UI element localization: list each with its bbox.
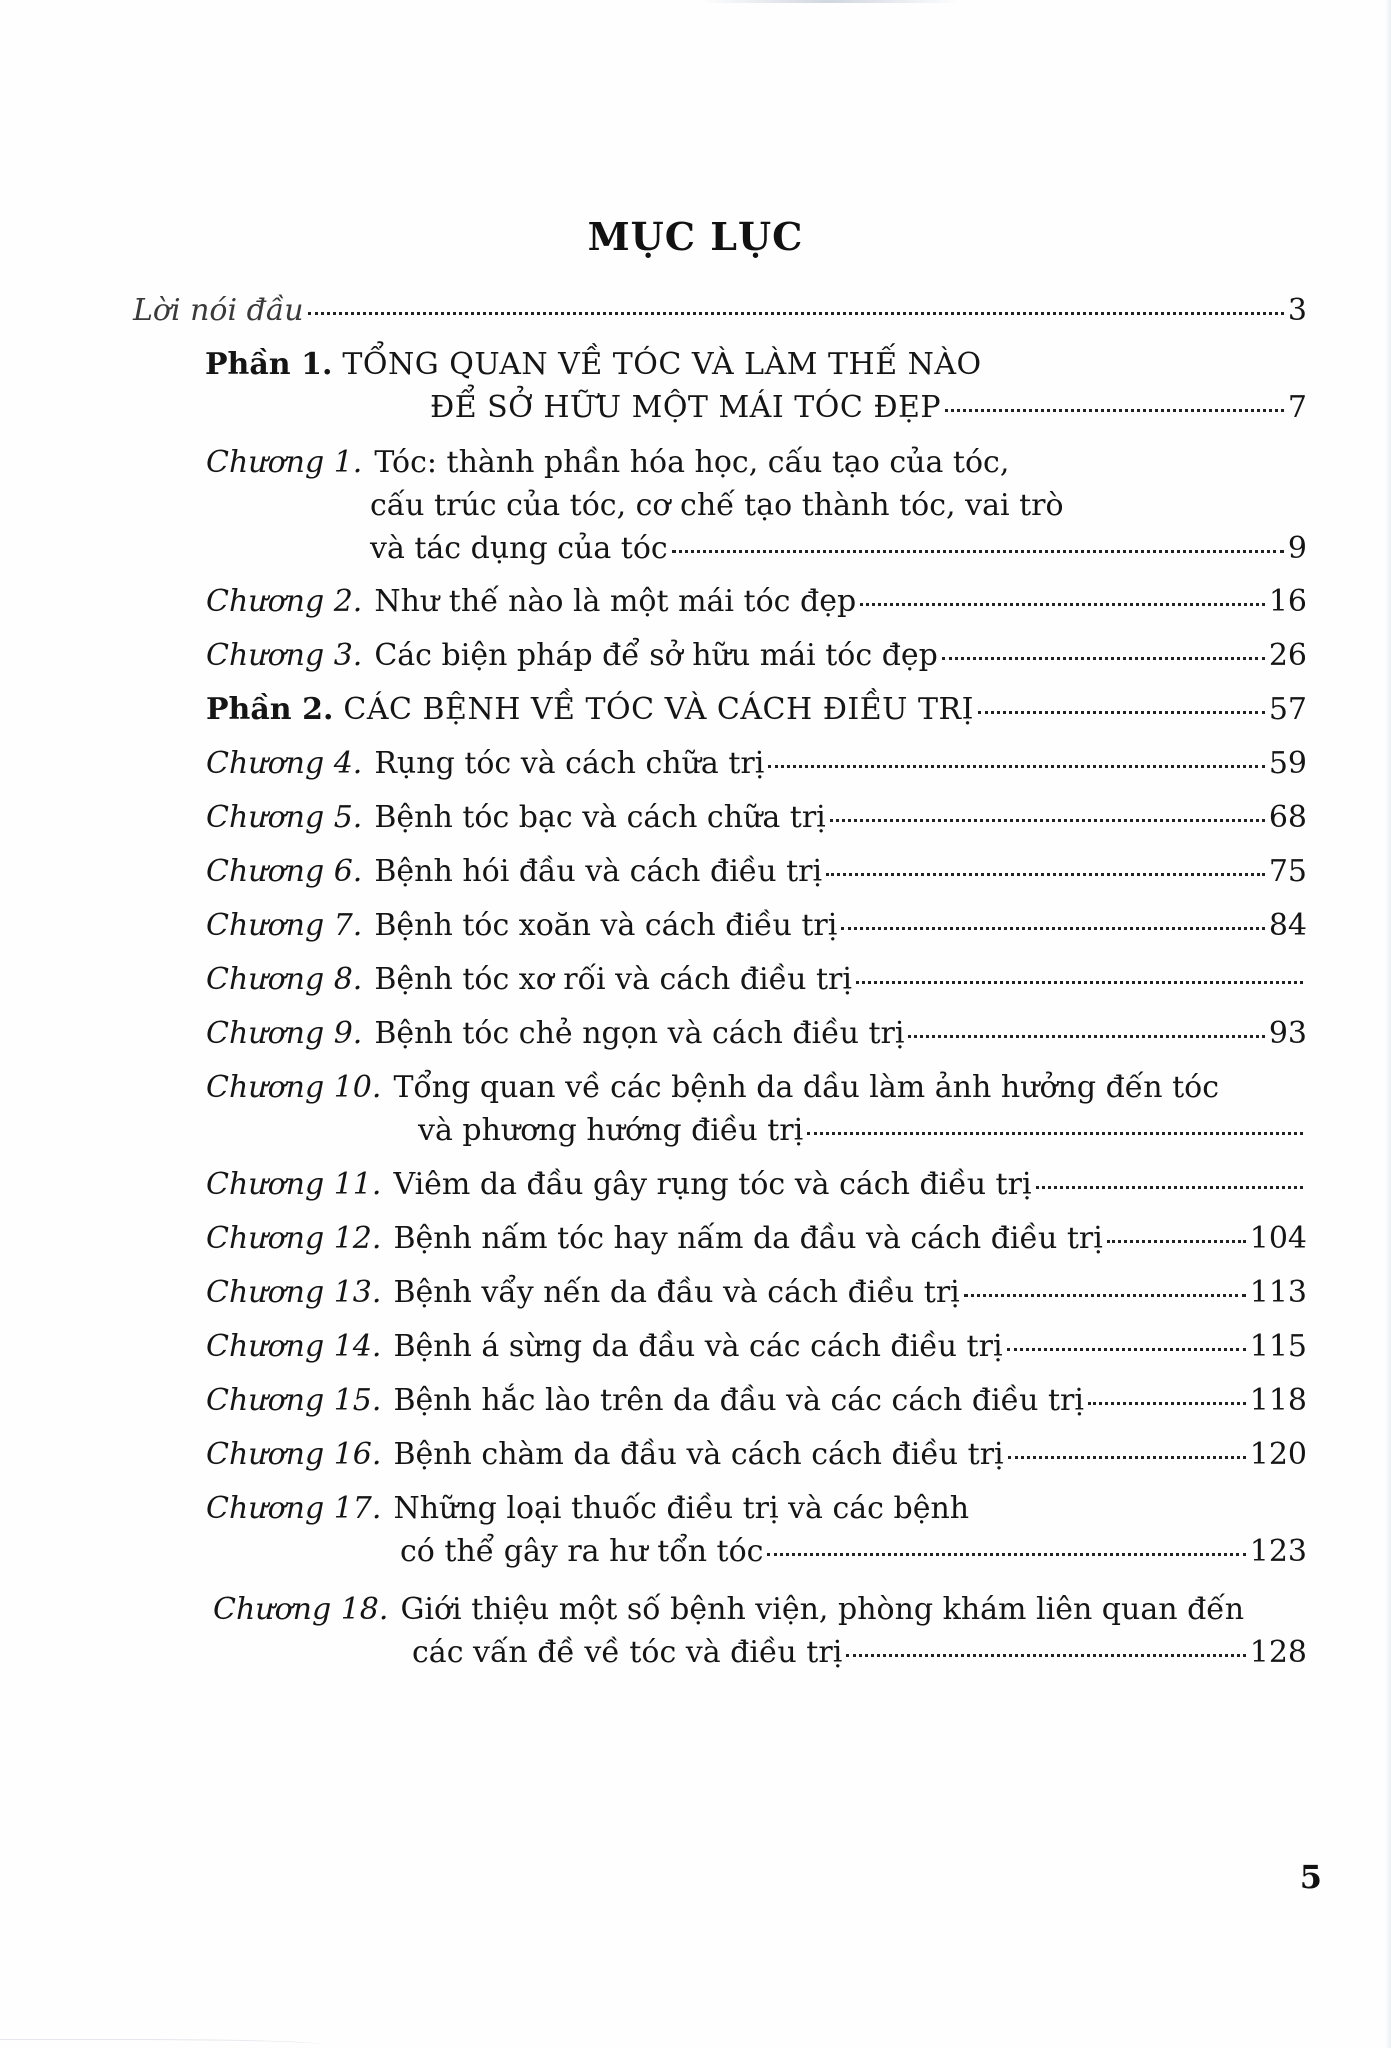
toc-entry-page: 26 (1268, 638, 1307, 673)
toc-entry-title-line: có thể gây ra hư tổn tóc (400, 1534, 764, 1569)
dot-leader (841, 927, 1264, 930)
page-number: 5 (1299, 1858, 1322, 1896)
toc-entry-title: Lời nói đầu (133, 293, 304, 328)
toc-entry-title-line: và phương hướng điều trị (418, 1113, 804, 1148)
toc-entry-chapter-4 (206, 742, 1307, 786)
dot-leader (1036, 1186, 1303, 1189)
toc-entry-chapter-6 (206, 850, 1307, 894)
page-title: MỤC LỤC (587, 214, 804, 259)
dot-leader (964, 1294, 1246, 1297)
toc-entry-chapter-3 (206, 634, 1307, 678)
toc-entry-label: Chương 10. (206, 1070, 382, 1105)
toc-entry-label: Chương 12. (206, 1221, 382, 1256)
toc-entry-title-line: TỔNG QUAN VỀ TÓC VÀ LÀM THẾ NÀO (342, 347, 982, 382)
toc-entry-title: Bệnh hắc lào trên da đầu và các cách điều trị (393, 1383, 1084, 1418)
toc-entry-chapter-17 (206, 1487, 969, 1531)
toc-entry-page: 75 (1268, 854, 1307, 889)
toc-entry-page: 9 (1287, 531, 1307, 566)
toc-entry-chapter-18-cont (412, 1631, 1307, 1675)
toc-entry-page: 84 (1268, 908, 1307, 943)
toc-entry-title-line: Tổng quan về các bệnh da dầu làm ảnh hưởng đến tóc (393, 1070, 1220, 1105)
dot-leader (672, 550, 1284, 553)
toc-entry-title: Như thế nào là một mái tóc đẹp (374, 584, 857, 619)
toc-entry-page: 120 (1249, 1437, 1307, 1472)
toc-entry-title: Bệnh nấm tóc hay nấm da đầu và cách điều trị (393, 1221, 1103, 1256)
toc-entry-page: 7 (1287, 390, 1307, 425)
toc-entry-title-line: Giới thiệu một số bệnh viện, phòng khám liên quan đến (400, 1592, 1245, 1627)
toc-entry-part-2 (206, 688, 1307, 732)
toc-entry-preface (133, 289, 1307, 333)
toc-entry-chapter-5 (206, 796, 1307, 840)
toc-entry-title: Bệnh chàm da đầu và cách cách điều trị (393, 1437, 1004, 1472)
dot-leader (1088, 1402, 1246, 1405)
toc-entry-title-line: các vấn đề về tóc và điều trị (412, 1635, 843, 1670)
toc-entry-title: CÁC BỆNH VỀ TÓC VÀ CÁCH ĐIỀU TRỊ (343, 692, 974, 727)
toc-entry-page: 16 (1268, 584, 1307, 619)
dot-leader (1107, 1240, 1246, 1243)
toc-entry-part-1 (205, 343, 982, 387)
toc-entry-page: 123 (1249, 1534, 1307, 1569)
toc-entry-title: Rụng tóc và cách chữa trị (374, 746, 765, 781)
toc-entry-title: Bệnh á sừng da đầu và các cách điều trị (393, 1329, 1003, 1364)
dot-leader (767, 1553, 1245, 1556)
toc-entry-label: Chương 6. (206, 854, 363, 889)
dot-leader (860, 603, 1265, 606)
toc-entry-page: 93 (1268, 1016, 1307, 1051)
toc-entry-chapter-12 (206, 1217, 1307, 1261)
toc-entry-title-line: Tóc: thành phần hóa học, cấu tạo của tóc, (374, 445, 1010, 480)
toc-entry-chapter-11 (206, 1163, 1307, 1207)
toc-entry-title-line: Những loại thuốc điều trị và các bệnh (393, 1491, 970, 1526)
toc-entry-label: Chương 16. (206, 1437, 382, 1472)
toc-entry-label: Chương 3. (206, 638, 363, 673)
toc-entry-page: 128 (1249, 1635, 1307, 1670)
toc-entry-page: 3 (1287, 293, 1307, 328)
toc-entry-label: Chương 13. (206, 1275, 382, 1310)
dot-leader (830, 819, 1265, 822)
toc-entry-label: Chương 1. (206, 445, 363, 480)
toc-entry-title: Bệnh tóc xơ rối và cách điều trị (374, 962, 852, 997)
toc-entry-label: Chương 4. (206, 746, 363, 781)
toc-entry-chapter-13 (206, 1271, 1307, 1315)
toc-entry-title: Viêm da đầu gây rụng tóc và cách điều trị (393, 1167, 1032, 1202)
toc-entry-page: 57 (1268, 692, 1307, 727)
toc-entry-chapter-2 (206, 580, 1307, 624)
toc-entry-title: Bệnh hói đầu và cách điều trị (374, 854, 823, 889)
toc-entry-page: 113 (1249, 1275, 1307, 1310)
toc-entry-chapter-1 (206, 441, 1009, 485)
toc-entry-label: Phần 1. (205, 347, 333, 382)
toc-entry-label: Chương 15. (206, 1383, 382, 1418)
dot-leader (942, 657, 1265, 660)
toc-entry-title: Bệnh tóc bạc và cách chữa trị (374, 800, 826, 835)
toc-entry-chapter-1-cont (370, 484, 1064, 528)
toc-entry-title: Bệnh tóc chẻ ngọn và cách điều trị (374, 1016, 905, 1051)
toc-entry-chapter-9 (206, 1012, 1307, 1056)
toc-entry-label: Phần 2. (206, 692, 334, 727)
dot-leader (807, 1132, 1303, 1135)
dot-leader (308, 312, 1284, 315)
toc-entry-page: 115 (1249, 1329, 1307, 1364)
toc-entry-chapter-8 (206, 958, 1307, 1002)
dot-leader (978, 711, 1265, 714)
toc-entry-chapter-17-cont (400, 1530, 1307, 1574)
toc-entry-title-line: và tác dụng của tóc (370, 531, 668, 566)
toc-entry-label: Chương 18. (213, 1592, 389, 1627)
toc-entry-chapter-1-cont (370, 527, 1307, 571)
toc-entry-label: Chương 14. (206, 1329, 382, 1364)
toc-entry-page: 68 (1268, 800, 1307, 835)
toc-entry-label: Chương 5. (206, 800, 363, 835)
toc-entry-label: Chương 17. (206, 1491, 382, 1526)
toc-entry-title: Bệnh tóc xoăn và cách điều trị (374, 908, 838, 943)
toc-entry-label: Chương 11. (206, 1167, 382, 1202)
toc-entry-title: Các biện pháp để sở hữu mái tóc đẹp (374, 638, 938, 673)
toc-entry-chapter-10-cont (418, 1109, 1307, 1153)
dot-leader (826, 873, 1265, 876)
toc-entry-chapter-14 (206, 1325, 1307, 1369)
dot-leader (768, 765, 1264, 768)
dot-leader (846, 1654, 1245, 1657)
toc-entry-title-line: cấu trúc của tóc, cơ chế tạo thành tóc, vai trò (370, 488, 1064, 523)
dot-leader (1008, 1456, 1246, 1459)
toc-entry-page: 59 (1268, 746, 1307, 781)
dot-leader (856, 981, 1303, 984)
toc-entry-page: 118 (1249, 1383, 1307, 1418)
toc-entry-chapter-15 (206, 1379, 1307, 1423)
dot-leader (1007, 1348, 1246, 1351)
toc-entry-label: Chương 9. (206, 1016, 363, 1051)
toc-entry-chapter-7 (206, 904, 1307, 948)
toc-entry-part-1-cont (430, 386, 1307, 430)
toc-entry-chapter-16 (206, 1433, 1307, 1477)
dot-leader (908, 1035, 1264, 1038)
toc-entry-title-line: ĐỂ SỞ HỮU MỘT MÁI TÓC ĐẸP (430, 390, 942, 425)
toc-entry-label: Chương 2. (206, 584, 363, 619)
toc-entry-label: Chương 8. (206, 962, 363, 997)
toc-entry-chapter-10 (206, 1066, 1219, 1110)
dot-leader (945, 409, 1284, 412)
toc-entry-label: Chương 7. (206, 908, 363, 943)
toc-entry-title: Bệnh vẩy nến da đầu và cách điều trị (393, 1275, 960, 1310)
toc-entry-chapter-18 (213, 1588, 1244, 1632)
toc-entry-page: 104 (1249, 1221, 1307, 1256)
